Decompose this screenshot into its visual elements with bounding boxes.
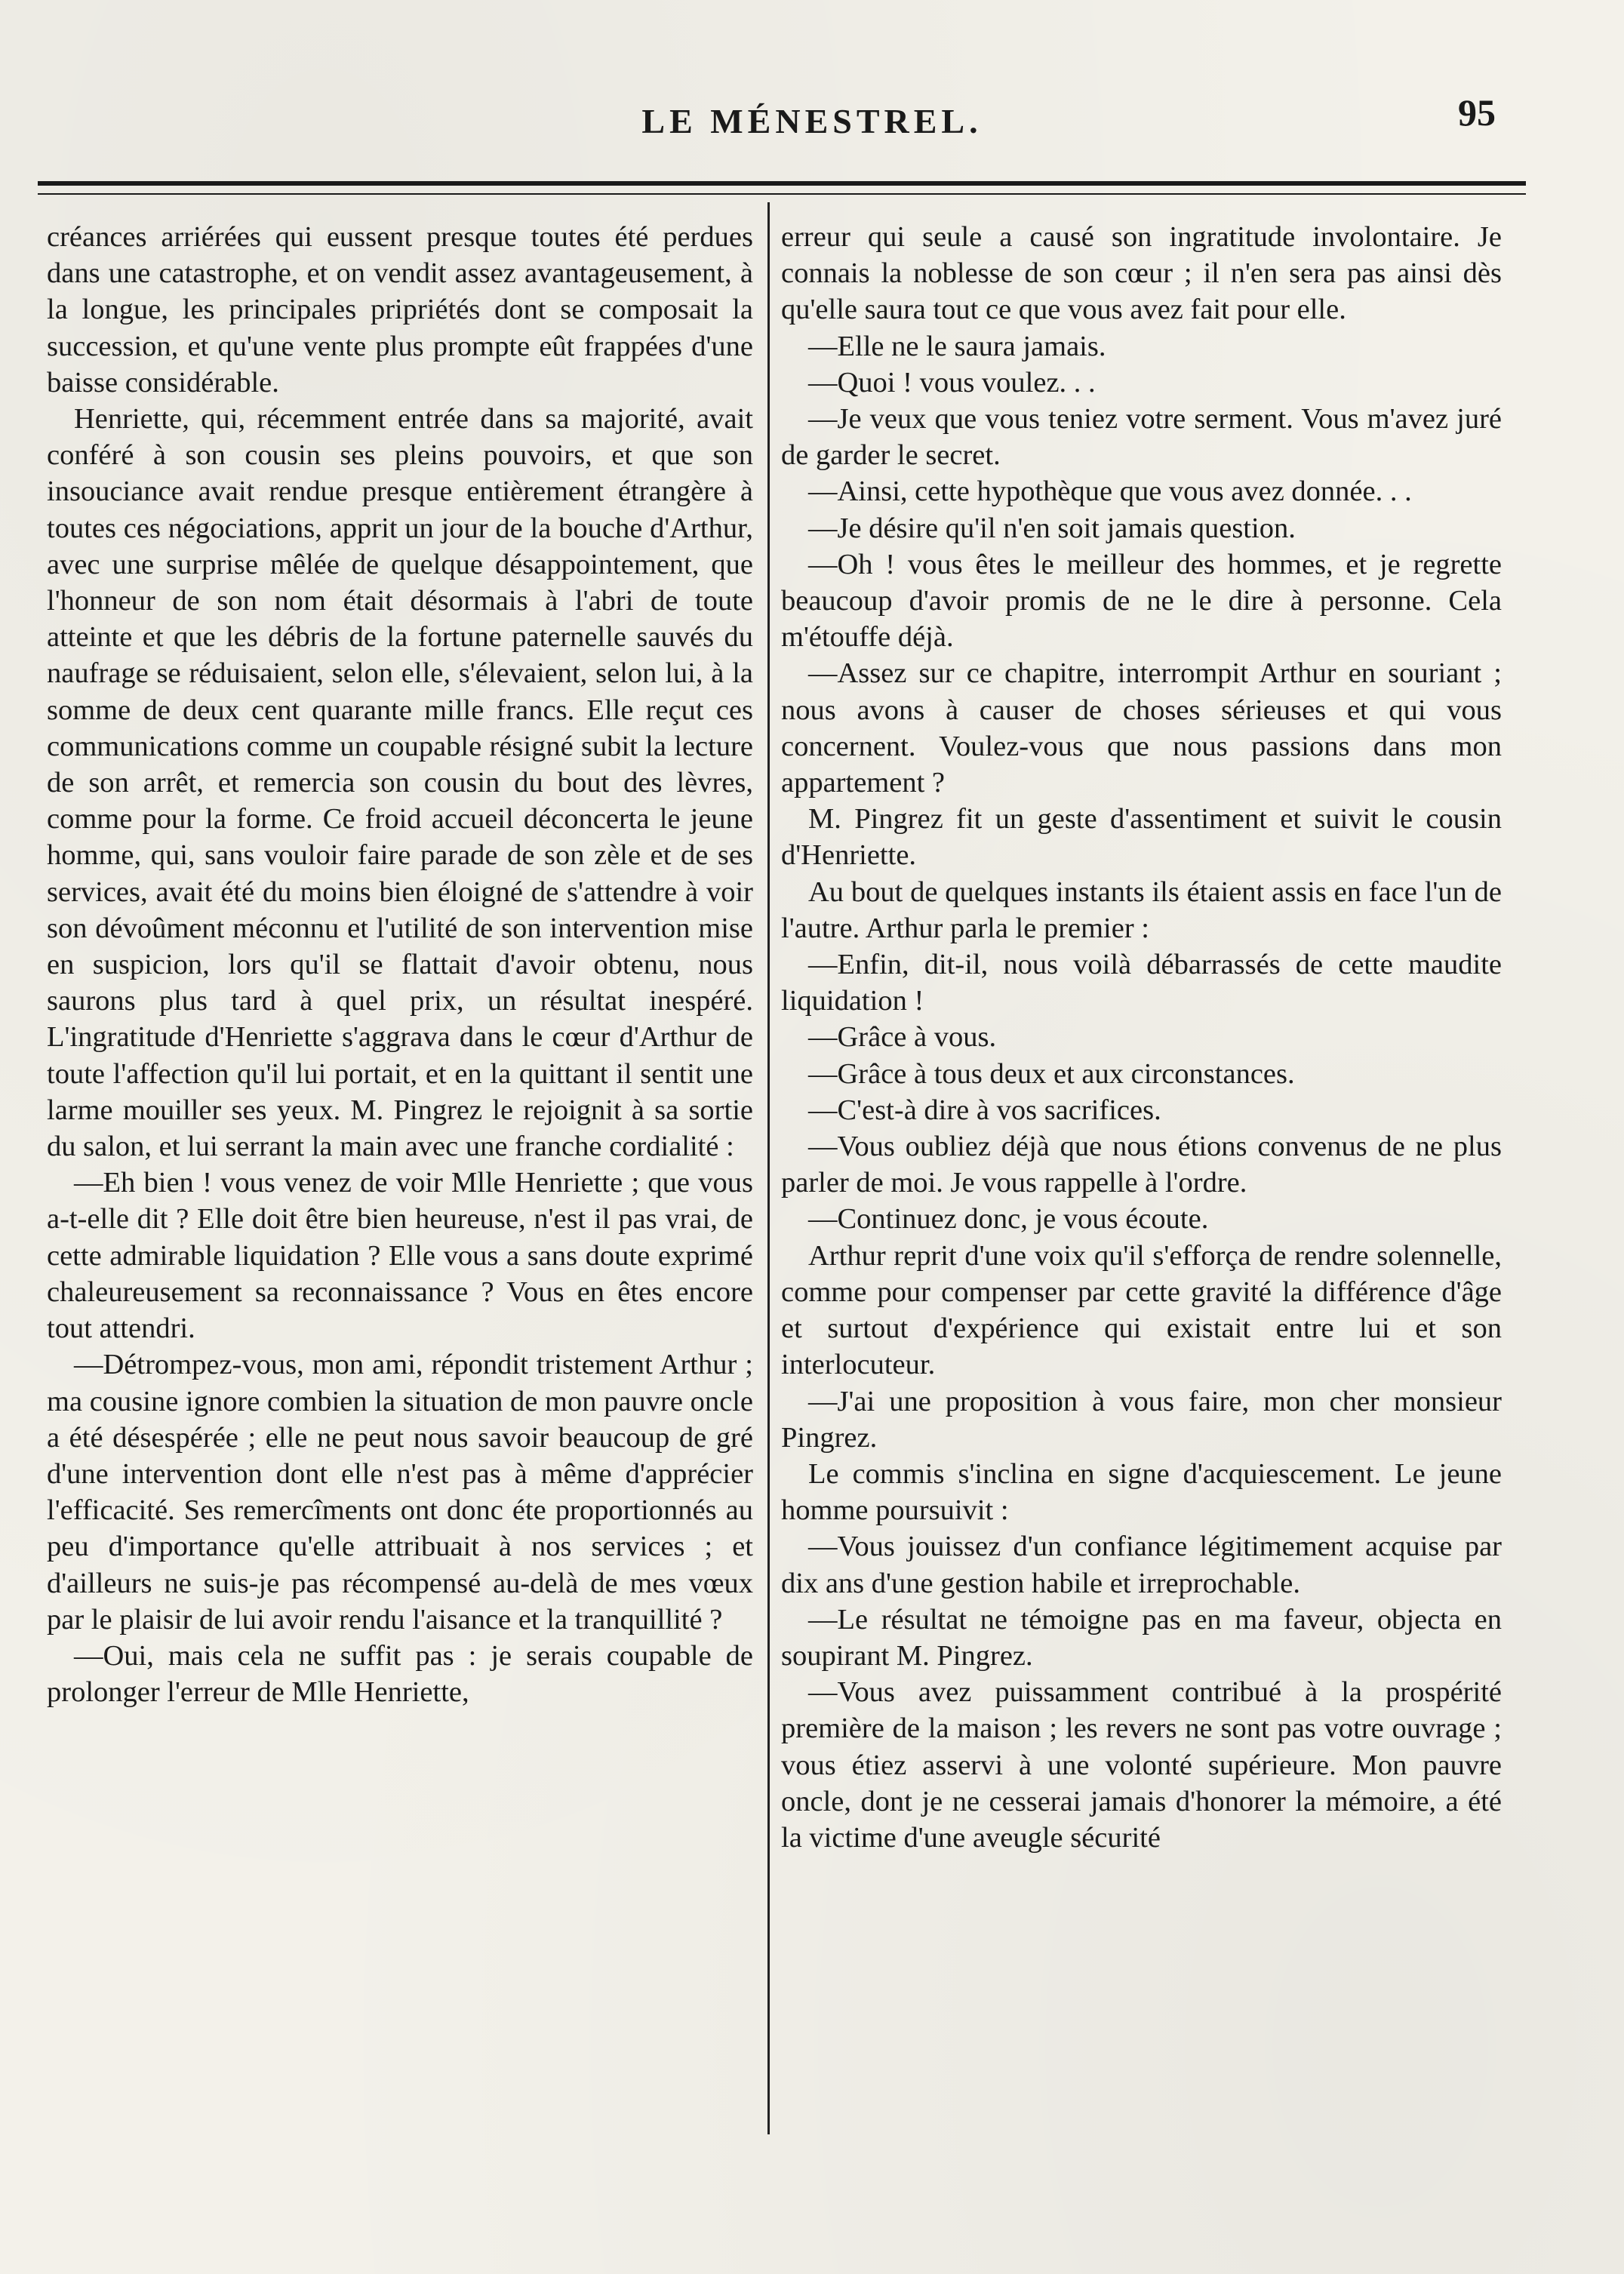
paragraph: —Eh bien ! vous venez de voir Mlle Henriette ; que vous a-t-elle dit ? Elle doit être bien heureuse, n'est il pas vrai, de cette admirable liquidation ? Elle vous a sans doute exprimé chaleureusement sa reconnaissance ? Vous en êtes encore tout attendri. (47, 1167, 753, 1345)
paragraph: —Enfin, dit-il, nous voilà débarrassés de cette maudite liquidation ! (781, 949, 1502, 1017)
paragraph: —Ainsi, cette hypothèque que vous avez donnée. . . (808, 475, 1412, 508)
paragraph: erreur qui seule a causé son ingratitude involontaire. Je connais la noblesse de son cœur ; il n'en sera pas ainsi dès qu'elle saura tout ce que vous avez fait pour elle. (781, 221, 1502, 326)
paragraph: —Assez sur ce chapitre, interrompit Arthur en souriant ; nous avons à causer de choses sérieuses et qui vous concernent. Voulez-vous que nous passions dans mon appartement ? (781, 657, 1502, 799)
paragraph: —Je désire qu'il n'en soit jamais question. (808, 512, 1296, 544)
paragraph: —Quoi ! vous voulez. . . (808, 366, 1096, 398)
left-column (47, 219, 753, 1710)
paragraph: —Le résultat ne témoigne pas en ma faveur, objecta en soupirant M. Pingrez. (781, 1603, 1502, 1672)
paragraph: —C'est-à dire à vos sacrifices. (808, 1094, 1161, 1126)
paragraph: —Vous oubliez déjà que nous étions convenus de ne plus parler de moi. Je vous rappelle à l'ordre. (781, 1131, 1502, 1199)
column-divider (767, 202, 770, 2134)
paragraph: Le commis s'inclina en signe d'acquiescement. Le jeune homme poursuivit : (781, 1457, 1502, 1527)
journal-title: LE MÉNESTREL. (641, 102, 983, 140)
paragraph: M. Pingrez fit un geste d'assentiment et suivit le cousin d'Henriette. (781, 803, 1502, 872)
paragraph: —Elle ne le saura jamais. (808, 330, 1106, 362)
page-header (45, 91, 1579, 158)
paragraph: —Continuez donc, je vous écoute. (808, 1203, 1209, 1235)
paragraph: Arthur reprit d'une voix qu'il s'efforça de rendre solennelle, comme pour compenser par cette gravité la différence d'âge et surtout d'expérience qui existait entre lui et son interlocuteur. (781, 1239, 1502, 1381)
paragraph: —Vous jouissez d'un confiance légitimement acquise par dix ans d'une gestion habile et irreprochable. (781, 1531, 1502, 1599)
paragraph: —Je veux que vous teniez votre serment. Vous m'avez juré de garder le secret. (781, 403, 1502, 472)
paragraph: —Grâce à vous. (808, 1021, 997, 1054)
page-number: 95 (1458, 91, 1496, 134)
paragraph: —Oh ! vous êtes le meilleur des hommes, et je regrette beaucoup d'avoir promis de ne le dire à personne. Cela m'étouffe déjà. (781, 548, 1502, 654)
right-column (781, 219, 1502, 1856)
paragraph: Henriette, qui, récemment entrée dans sa majorité, avait conféré à son cousin ses pleins pouvoirs, et que son insouciance avait rendue presque entièrement étrangère à toutes ces négociations, apprit un jour de la bouche d'Arthur, avec une surprise mêlée de quelque désappointement, que l'honneur de son nom était désormais à l'abri de toute atteinte et que les débris de la fortune paternelle sauvés du naufrage se réduisaient, selon elle, s'élevaient, selon lui, à la somme de deux cent quarante mille francs. Elle reçut ces communications comme un coupable résigné subit la lecture de son arrêt, et remercia son cousin du bout des lèvres, comme pour la forme. Ce froid accueil déconcerta le jeune homme, qui, sans vouloir faire parade de son zèle et de ses services, avait été du moins bien éloigné de s'attendre à voir son dévoûment méconnu et l'utilité de son intervention mise en suspicion, lors qu'il se flattait d'avoir obtenu, nous saurons plus tard à quel prix, un résultat inespéré. L'ingratitude d'Henriette s'aggrava dans le cœur d'Arthur de toute l'affection qu'il lui portait, et en la quittant il sentit une larme mouiller ses yeux. M. Pingrez le rejoignit à sa sortie du salon, et lui serrant la main avec une franche cordialité : (47, 403, 753, 1163)
paragraph: Au bout de quelques instants ils étaient assis en face l'un de l'autre. Arthur parla le premier : (781, 875, 1502, 944)
paragraph: créances arriérées qui eussent presque toutes été perdues dans une catastrophe, et on vendit assez avantageusement, à la longue, les principales pripriétés dont se composait la succession, et qu'une vente plus prompte eût frappées d'une baisse considérable. (47, 221, 753, 398)
paragraph: —Grâce à tous deux et aux circonstances. (808, 1057, 1295, 1090)
paragraph: —Vous avez puissamment contribué à la prospérité première de la maison ; les revers ne sont pas votre ouvrage ; vous étiez asservi à une volonté supérieure. Mon pauvre oncle, dont je ne cesserai jamais d'honorer la mémoire, a été la victime d'une aveugle sécurité (781, 1676, 1502, 1854)
paragraph: —Détrompez-vous, mon ami, répondit tristement Arthur ; ma cousine ignore combien la situation de mon pauvre oncle a été désespérée ; elle ne peut nous savoir beaucoup de gré d'une intervention dont elle n'est pas à même d'apprécier l'efficacité. Ses remercîments ont donc éte proportionnés au peu d'importance qu'elle attribuait à nos services ; et d'ailleurs ne suis-je pas récompensé au-delà de mes vœux par le plaisir de lui avoir rendu l'aisance et la tranquillité ? (47, 1349, 753, 1635)
header-rule (38, 181, 1526, 195)
paragraph: —Oui, mais cela ne suffit pas : je serais coupable de prolonger l'erreur de Mlle Henriette, (47, 1639, 753, 1709)
paragraph: —J'ai une proposition à vous faire, mon cher monsieur Pingrez. (781, 1385, 1502, 1454)
